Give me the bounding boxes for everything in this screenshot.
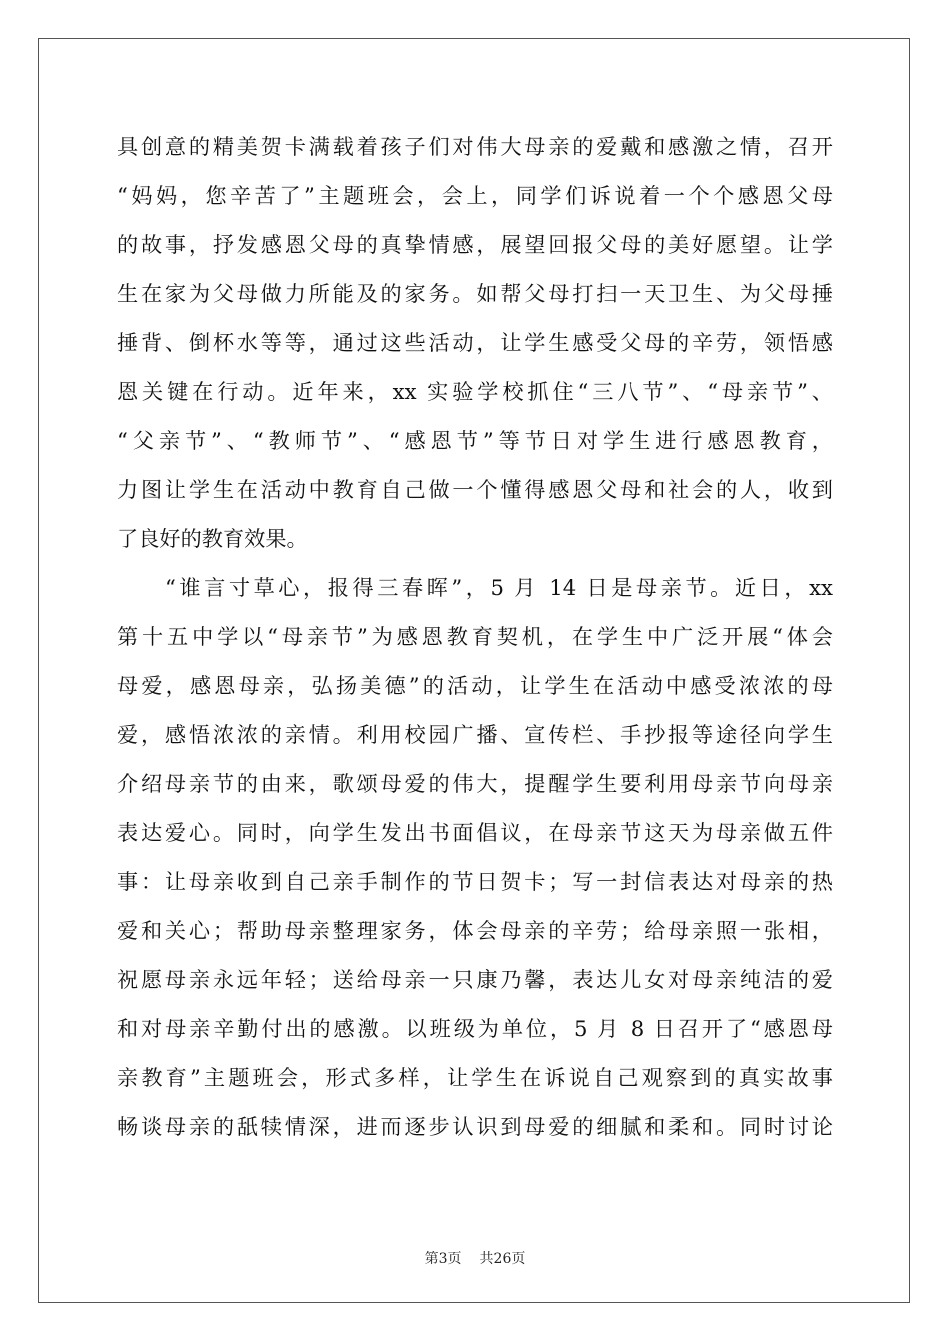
text-line: 力图让学生在活动中教育自己做一个懂得感恩父母和社会的人，收到 — [117, 477, 833, 502]
text-line: 表达爱心。同时，向学生发出书面倡议，在母亲节这天为母亲做五件 — [117, 820, 833, 845]
text-line: 亲教育”主题班会，形式多样，让学生在诉说自己观察到的真实故事 — [117, 1065, 833, 1090]
total-pages: 26 — [493, 1251, 512, 1267]
page-footer — [0, 1248, 950, 1268]
text-line: 和对母亲辛勤付出的感激。以班级为单位，5 月 8 日召开了“感恩母 — [117, 1016, 833, 1041]
text-line: 爱和关心；帮助母亲整理家务，体会母亲的辛劳；给母亲照一张相， — [117, 918, 833, 943]
text-line: 事：让母亲收到自己亲手制作的节日贺卡；写一封信表达对母亲的热 — [117, 869, 833, 894]
text-line: 祝愿母亲永远年轻；送给母亲一只康乃馨，表达儿女对母亲纯洁的爱 — [117, 967, 833, 992]
text-line: 畅谈母亲的舐犊情深，进而逐步认识到母爱的细腻和柔和。同时讨论 — [117, 1114, 833, 1139]
text-line: 第十五中学以“母亲节”为感恩教育契机，在学生中广泛开展“体会 — [117, 624, 833, 649]
page-number: 3 — [438, 1251, 448, 1267]
text-line: 生在家为父母做力所能及的家务。如帮父母打扫一天卫生、为父母捶 — [117, 281, 833, 306]
text-line: 爱，感悟浓浓的亲情。利用校园广播、宣传栏、手抄报等途径向学生 — [117, 722, 833, 747]
total-unit: 页 — [511, 1251, 526, 1267]
text-line: 恩关键在行动。近年来，xx 实验学校抓住“三八节”、“母亲节”、 — [117, 379, 833, 404]
text-line: 的故事，抒发感恩父母的真挚情感，展望回报父母的美好愿望。让学 — [117, 232, 833, 257]
text-line: 母爱，感恩母亲，弘扬美德”的活动，让学生在活动中感受浓浓的母 — [117, 673, 833, 698]
page-label: 第 — [424, 1251, 439, 1267]
text-line: 捶背、倒杯水等等，通过这些活动，让学生感受父母的辛劳，领悟感 — [117, 330, 833, 355]
total-label: 共 — [479, 1251, 494, 1267]
paragraph-first-line: “谁言寸草心，报得三春晖”，5 月 14 日是母亲节。近日，xx — [165, 575, 833, 600]
text-line: “妈妈，您辛苦了”主题班会，会上，同学们诉说着一个个感恩父母 — [117, 183, 833, 208]
document-body — [117, 122, 833, 1151]
page-unit: 页 — [447, 1251, 462, 1267]
text-line: “父亲节”、“教师节”、“感恩节”等节日对学生进行感恩教育， — [117, 428, 833, 453]
text-line: 介绍母亲节的由来，歌颂母爱的伟大，提醒学生要利用母亲节向母亲 — [117, 771, 833, 796]
text-line: 具创意的精美贺卡满载着孩子们对伟大母亲的爱戴和感激之情，召开 — [117, 134, 833, 159]
text-line: 了良好的教育效果。 — [117, 526, 308, 551]
